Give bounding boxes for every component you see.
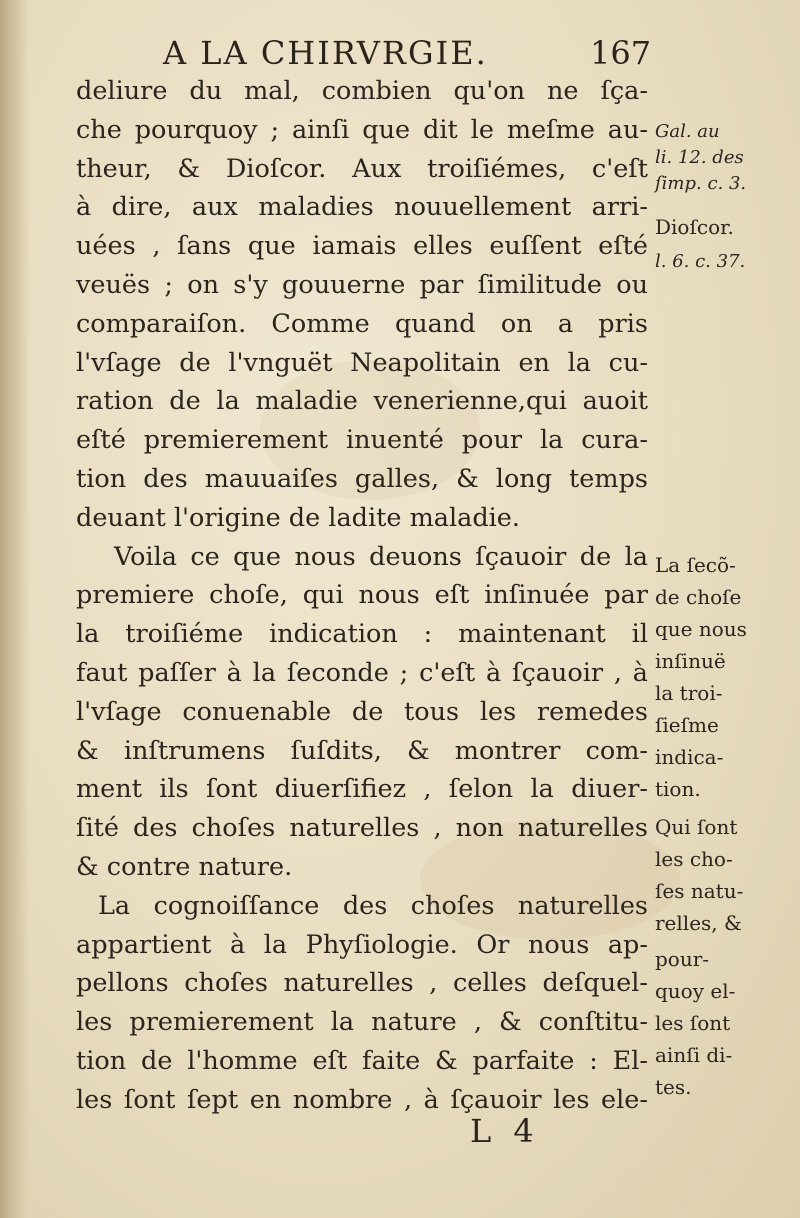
text-line: eſté premierement inuenté pour la cura-: [76, 425, 648, 456]
text-line: veuës ; on s'y gouuerne par ſimilitude ou: [76, 269, 648, 300]
text-line: appartient à la Phyſiologie. Or nous ap-: [76, 929, 648, 960]
text-line: pellons choſes naturelles , celles deſquel-: [76, 968, 648, 999]
text-line: ment ils ſont diuerſifiez , ſelon la diuer-: [76, 774, 648, 805]
text-line: faut paſſer à la ſeconde ; c'eſt à ſçauoir , à: [76, 657, 648, 688]
margin-note: indica-: [655, 745, 724, 769]
text-line: & contre nature.: [76, 851, 293, 882]
margin-note: Qui ſont: [655, 815, 738, 839]
text-line: ration de la maladie venerienne,qui auoit: [76, 386, 648, 417]
text-line: tion de l'homme eſt faite & parfaite : El-: [76, 1045, 648, 1076]
margin-note: Dioſcor.: [655, 215, 734, 239]
text-line: Voila ce que nous deuons ſçauoir de la: [114, 541, 648, 572]
margin-note: li. 12. des: [655, 147, 744, 168]
signature-mark: L 4: [470, 1112, 540, 1150]
running-title: A LA CHIRVRGIE.: [163, 34, 488, 72]
margin-note: de choſe: [655, 585, 742, 609]
text-line: comparaiſon. Comme quand on a pris: [76, 308, 648, 339]
text-line: ſité des choſes naturelles , non naturelles: [76, 813, 648, 844]
margin-note: Gal. au: [655, 121, 720, 142]
margin-note: ſieſme: [655, 713, 719, 737]
margin-note: la troi-: [655, 681, 723, 705]
text-line: deliure du mal, combien qu'on ne ſça-: [76, 76, 648, 106]
margin-note: tes.: [655, 1075, 692, 1099]
margin-note: ſes natu-: [655, 879, 744, 903]
page-number: 167: [590, 34, 652, 72]
text-line: che pourquoy ; ainſi que dit le meſme au-: [76, 114, 648, 145]
margin-note: l. 6. c. 37.: [655, 251, 746, 272]
margin-note: tion.: [655, 777, 701, 801]
text-line: les premierement la nature , & conſtitu-: [76, 1007, 648, 1038]
margin-note: ainſi di-: [655, 1043, 733, 1067]
text-line: premiere choſe, qui nous eſt inſinuée par: [76, 580, 648, 611]
text-line: deuant l'origine de ladite maladie.: [76, 502, 520, 533]
margin-note: La ſecõ-: [655, 553, 736, 577]
text-line: à dire, aux maladies nouuellement arri-: [76, 192, 648, 223]
text-line: & inſtrumens ſuſdits, & montrer com-: [76, 735, 648, 766]
text-line: theur, & Dioſcor. Aux troiſiémes, c'eſt: [76, 153, 648, 184]
text-line: l'vſage conuenable de tous les remedes: [76, 696, 648, 727]
margin-note: les ſont: [655, 1011, 731, 1035]
text-line: la troiſiéme indication : maintenant il: [76, 619, 648, 650]
text-line: uées , ſans que iamais elles euſſent eſté: [76, 231, 648, 262]
text-line: l'vſage de l'vnguët Neapolitain en la cu-: [76, 347, 648, 378]
margin-note: ſimp. c. 3.: [655, 173, 747, 194]
margin-note: les cho-: [655, 847, 733, 871]
margin-note: pour-: [655, 947, 710, 971]
text-line: les ſont ſept en nombre , à ſçauoir les ele-: [76, 1084, 648, 1115]
text-line: La cognoiſſance des choſes naturelles: [98, 890, 648, 921]
margin-note: inſinuë: [655, 649, 726, 673]
text-line: tion des mauuaiſes galles, & long temps: [76, 463, 648, 494]
margin-note: quoy el-: [655, 979, 736, 1003]
margin-note: relles, &: [655, 911, 742, 935]
margin-note: que nous: [655, 617, 747, 641]
